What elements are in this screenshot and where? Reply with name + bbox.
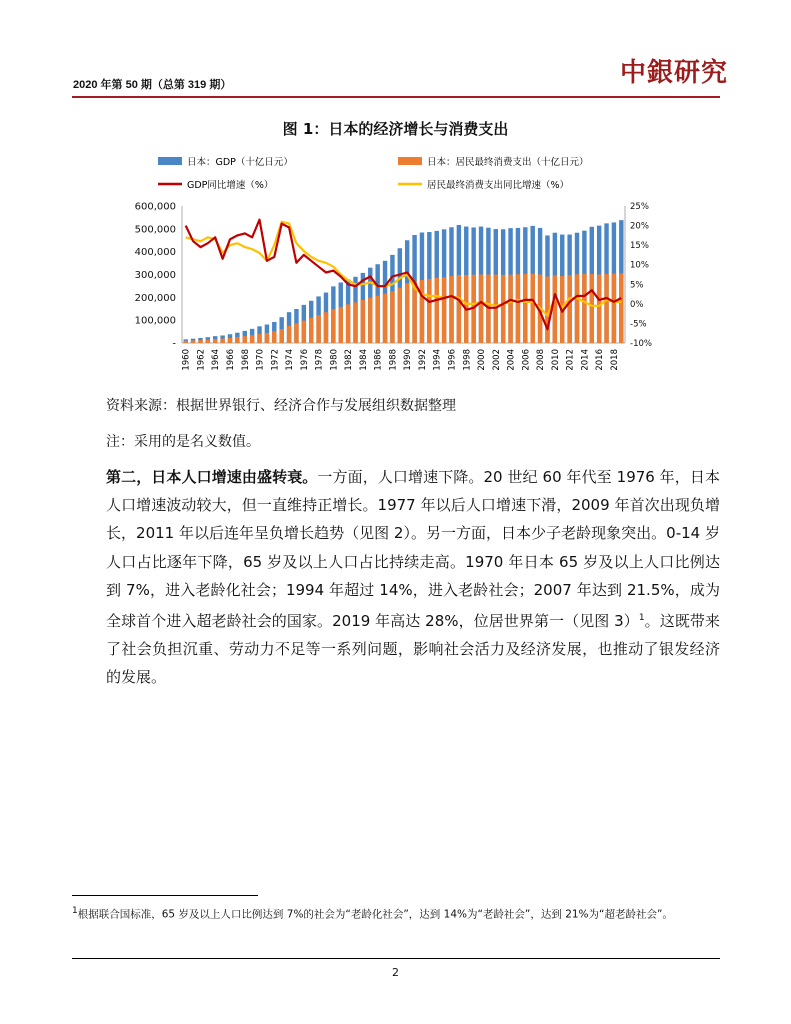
figure-source: 资料来源：根据世界银行、经济合作与发展组织数据整理 xyxy=(106,398,456,414)
x-tick-label: 1974 xyxy=(285,349,296,371)
consumption-bar xyxy=(272,331,276,343)
consumption-bar xyxy=(361,300,365,343)
consumption-bar xyxy=(612,274,616,343)
consumption-bar xyxy=(420,280,424,343)
logo: 中銀研究 xyxy=(620,58,729,88)
y-left-tick-label: 300,000 xyxy=(134,270,176,281)
y-right-tick-label: 10% xyxy=(630,260,649,271)
x-tick-label: 1972 xyxy=(270,349,281,371)
consumption-bar xyxy=(619,273,623,343)
consumption-bar xyxy=(250,335,254,343)
consumption-bar xyxy=(390,291,394,343)
consumption-bar xyxy=(331,309,335,343)
y-left-tick-label: - xyxy=(172,338,176,350)
issue-label: 2020 年第 50 期（总第 319 期） xyxy=(73,79,232,91)
footer-rule xyxy=(72,958,720,959)
x-tick-label: 2002 xyxy=(491,349,502,371)
consumption-bar xyxy=(398,288,402,343)
figure-title: 图 1：日本的经济增长与消费支出 xyxy=(282,120,509,138)
y-left-tick-label: 100,000 xyxy=(134,315,176,327)
footnote-text: 根据联合国标准，65 岁及以上人口比例达到 7%的社会为“老龄化社会”，达到 14%为“老龄社会”，达到 21%为“超老龄社会”。 xyxy=(77,908,673,921)
consumption-bar xyxy=(435,278,439,343)
consumption-bar xyxy=(501,275,505,343)
footnote-ref[interactable]: 1 xyxy=(638,613,645,624)
x-tick-label: 1976 xyxy=(299,349,310,371)
consumption-bar xyxy=(294,323,298,343)
legend-swatch-consumption xyxy=(398,157,422,165)
x-tick-label: 1992 xyxy=(417,349,428,371)
x-tick-label: 1970 xyxy=(255,349,266,371)
x-tick-label: 2012 xyxy=(565,349,576,371)
consumption-bar xyxy=(368,298,372,343)
legend-consumption: 日本：居民最终消费支出（十亿日元） xyxy=(427,157,589,168)
consumption-bar xyxy=(582,274,586,343)
header-rule xyxy=(72,96,720,98)
consumption-bar xyxy=(316,315,320,343)
x-tick-label: 1984 xyxy=(358,349,369,371)
consumption-bar xyxy=(597,275,601,344)
y-right-tick-label: 5% xyxy=(630,280,644,291)
page-number: 2 xyxy=(392,966,399,979)
x-tick-label: 1968 xyxy=(240,349,251,371)
x-tick-label: 2008 xyxy=(536,349,547,371)
consumption-bar xyxy=(442,277,446,343)
y-right-tick-label: -10% xyxy=(630,339,652,349)
body-paragraph xyxy=(106,463,720,692)
consumption-bar xyxy=(383,294,387,343)
chart-legend xyxy=(158,156,589,191)
consumption-bar xyxy=(604,274,608,343)
consumption-bar xyxy=(302,321,306,343)
x-tick-label: 1966 xyxy=(225,349,236,371)
y-left-tick-label: 500,000 xyxy=(134,224,176,236)
x-tick-label: 1980 xyxy=(329,349,340,371)
y-right-tick-label: 20% xyxy=(630,221,649,232)
consumption-bar xyxy=(449,276,453,343)
y-left-tick-label: 400,000 xyxy=(134,247,176,259)
paragraph-text-b: 。这既带来了社会负担沉重、劳动力不足等一系列问题，影响社会活力及经济发展，也推动了银发经济的发展。 xyxy=(106,612,720,687)
consumption-bar xyxy=(457,275,461,343)
x-tick-label: 1964 xyxy=(211,349,222,371)
consumption-bar xyxy=(339,307,343,343)
consumption-bar xyxy=(287,326,291,343)
consumption-bar xyxy=(405,283,409,343)
legend-gdp-growth: GDP同比增速（%） xyxy=(187,180,274,191)
consumption-bar xyxy=(553,275,557,343)
y-right-tick-label: -5% xyxy=(630,319,647,330)
consumption-bar xyxy=(427,279,431,343)
consumption-bar xyxy=(590,274,594,343)
y-right-tick-label: 25% xyxy=(630,202,649,212)
x-tick-label: 2000 xyxy=(477,349,488,371)
plot-area xyxy=(135,202,652,371)
consumption-bar xyxy=(567,275,571,343)
x-tick-label: 2018 xyxy=(609,349,620,371)
x-tick-label: 1986 xyxy=(373,349,384,371)
consumption-bar xyxy=(213,339,217,343)
x-tick-label: 1998 xyxy=(462,349,473,371)
y-right-tick-label: 0% xyxy=(630,299,644,310)
footnote-mark: 1 xyxy=(72,906,78,916)
consumption-bar xyxy=(183,341,187,343)
consumption-bar xyxy=(324,312,328,343)
x-tick-label: 2004 xyxy=(506,349,517,371)
y-left-tick-label: 200,000 xyxy=(134,292,176,304)
consumption-bar xyxy=(530,274,534,343)
consumption-bar xyxy=(508,275,512,343)
consumption-bar xyxy=(206,340,210,343)
paragraph-text-a: 一方面，人口增速下降。20 世纪 60 年代至 1976 年，日本人口增速波动较大，但一直维持正增长。1977 年以后人口增速下滑，2009 年首次出现负增长，2011 年以后连年呈负增长趋势（见图 2）。另一方面，日本少子老龄现象突出。0-14 岁人口占比逐年下降，65 岁及以上人口占比持续走高。1970 年日本 65 岁及以上人口比例达到 7%，进入老龄化社会；1994 年超过 14%，进入老龄社会；2007 年达到 21.5%，成为全球首个进入超老龄社会的国家。2019 年高达 28%，位居世界第一（见图 3） xyxy=(106,468,720,631)
x-tick-label: 1994 xyxy=(432,349,443,371)
x-tick-label: 1960 xyxy=(181,349,192,371)
consumption-bar xyxy=(279,329,283,343)
consumption-bar xyxy=(265,333,269,343)
consumption-bar xyxy=(479,275,483,344)
consumption-bar xyxy=(523,274,527,343)
x-tick-label: 1996 xyxy=(447,349,458,371)
paragraph-lead: 第二，日本人口增速由盛转衰。 xyxy=(106,468,318,486)
x-tick-label: 1978 xyxy=(314,349,325,371)
consumption-bar xyxy=(257,334,261,343)
x-tick-label: 1982 xyxy=(344,349,355,371)
x-tick-label: 2006 xyxy=(521,349,532,371)
x-tick-label: 2014 xyxy=(580,349,591,371)
consumption-bar xyxy=(516,274,520,343)
legend-swatch-gdp xyxy=(158,157,182,165)
x-tick-label: 2016 xyxy=(595,349,606,371)
x-tick-label: 1962 xyxy=(196,349,207,371)
legend-gdp: 日本：GDP（十亿日元） xyxy=(187,157,293,168)
consumption-bar xyxy=(228,338,232,343)
x-tick-label: 1990 xyxy=(403,349,414,371)
footnote-rule xyxy=(72,895,258,896)
legend-consumption-growth: 居民最终消费支出同比增速（%） xyxy=(427,180,570,191)
consumption-bar xyxy=(243,336,247,343)
consumption-bar xyxy=(375,296,379,343)
y-right-tick-label: 15% xyxy=(630,241,649,252)
x-tick-label: 1988 xyxy=(388,349,399,371)
consumption-bar xyxy=(346,304,350,343)
consumption-bar xyxy=(353,302,357,343)
gdp-consumption-chart xyxy=(120,150,652,378)
consumption-bar xyxy=(220,339,224,343)
consumption-bar xyxy=(575,274,579,343)
y-left-tick-label: 600,000 xyxy=(134,201,176,213)
consumption-bar xyxy=(309,318,313,343)
figure-note: 注：采用的是名义数值。 xyxy=(106,434,260,450)
consumption-bar xyxy=(235,337,239,343)
footnote xyxy=(72,904,722,923)
consumption-bar xyxy=(198,340,202,343)
x-tick-label: 2010 xyxy=(550,349,561,371)
consumption-bar xyxy=(191,340,195,343)
